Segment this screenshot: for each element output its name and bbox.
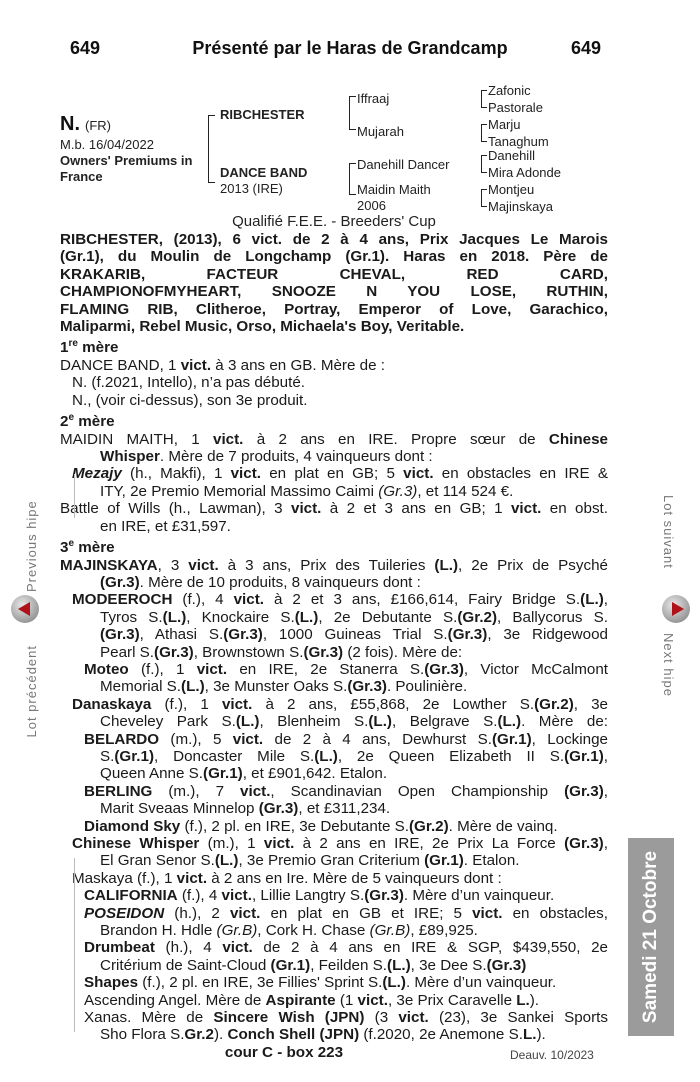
lot-number-left: 649: [70, 38, 101, 58]
section-title-1st-dam: 1re mère: [60, 338, 119, 357]
dam-line: MAJINSKAYA, 3 vict. à 3 ans, Prix des Tuileries (L.), 2e Prix de Psyché: [60, 556, 608, 574]
produce-line: Marit Sveaas Minnelop (Gr.3), et £311,234.: [100, 800, 391, 818]
sire-line: RIBCHESTER, (2013), 6 vict. de 2 à 4 ans, Prix Jacques Le Marois: [60, 231, 608, 248]
produce-line: N. (f.2021, Intello), n’a pas débuté.: [72, 374, 306, 392]
lot-number-right: 649: [571, 38, 602, 58]
dam-line: (Gr.3). Mère de 10 produits, 8 vainqueurs dont :: [100, 573, 421, 591]
dam-line: Whisper. Mère de 7 produits, 4 vainqueurs dont :: [100, 448, 433, 465]
ancestor-3: Marju: [488, 117, 521, 132]
ancestor-5: Danehill: [488, 148, 535, 163]
produce-line: Xanas. Mère de Sincere Wish (JPN) (3 vict. (23), 3e Sankei Sports: [84, 1009, 608, 1027]
produce-line: Ascending Angel. Mère de Aspirante (1 vict., 3e Prix Caravelle L.).: [84, 991, 540, 1009]
produce-line: BELARDO (m.), 5 vict. de 2 à 4 ans, Dewhurst S.(Gr.1), Lockinge: [84, 730, 608, 748]
arrow-right-icon: [672, 602, 684, 616]
dam-line: MAIDIN MAITH, 1 vict. à 2 ans en IRE. Propre sœur de Chinese: [60, 430, 608, 448]
dam-info: 2013 (IRE): [220, 181, 283, 196]
catalogue-body: [60, 231, 608, 1061]
ancestor-4: Tanaghum: [488, 134, 549, 149]
produce-line: N., (voir ci-dessus), son 3e produit.: [72, 391, 308, 409]
owner-line-2: France: [60, 169, 103, 184]
section-title-2nd-dam: 2e mère: [60, 412, 115, 431]
produce-line: Pearl S.(Gr.3), Brownstown S.(Gr.3) (2 fois). Mère de:: [100, 643, 463, 661]
entry-rule: [74, 858, 75, 1032]
horse-name: N.: [60, 113, 80, 135]
produce-line: Cheveley Park S.(L.), Blenheim S.(L.), Belgrave S.(L.). Mère de:: [100, 713, 608, 731]
produce-line: Diamond Sky (f.), 2 pl. en IRE, 3e Debutante S.(Gr.2). Mère de vainq.: [84, 817, 558, 835]
next-lot-label-en[interactable]: Next hipe: [661, 633, 676, 697]
produce-line: CALIFORNIA (f.), 4 vict., Lillie Langtry S.(Gr.3). Mère d’un vainqueur.: [84, 887, 555, 905]
previous-lot-button[interactable]: [11, 595, 39, 623]
produce-line: Moteo (f.), 1 vict. en IRE, 2e Stanerra S.(Gr.3), Victor McCalmont: [84, 660, 608, 678]
stable-location: cour C - box 223: [224, 1043, 344, 1061]
produce-line: Battle of Wills (h., Lawman), 3 vict. à 2 et 3 ans en GB; 1 vict. en obst.: [60, 500, 608, 518]
sire-line: KRAKARIB, FACTEUR CHEVAL, RED CARD,: [60, 265, 608, 283]
produce-line: S.(Gr.1), Doncaster Mile S.(L.), 2e Queen Elizabeth II S.(Gr.1),: [100, 747, 609, 765]
bracket-parents: [208, 115, 215, 183]
ancestor-1: Zafonic: [488, 83, 531, 98]
produce-line: Sho Flora S.Gr.2). Conch Shell (JPN) (f.2020, 2e Anemone S.L.).: [100, 1026, 546, 1044]
bracket-dam: [349, 163, 356, 195]
granddam-dam: Maidin Maith: [357, 182, 431, 197]
dam-name: DANCE BAND: [220, 165, 308, 180]
produce-line: POSEIDON (h.), 2 vict. en plat en GB et IRE; 5 vict. en obstacles,: [84, 904, 608, 922]
dam-line: DANCE BAND, 1 vict. à 3 ans en GB. Mère de :: [60, 356, 385, 374]
grandsire-sire: Iffraaj: [357, 91, 390, 106]
produce-line: en IRE, et £31,597.: [100, 517, 231, 535]
produce-line: Mezajy (h., Makfi), 1 vict. en plat en GB; 5 vict. en obstacles en IRE &: [72, 465, 608, 483]
produce-line: Brandon H. Hdle (Gr.B), Cork H. Chase (Gr.B), £89,925.: [100, 922, 478, 940]
bracket-sire: [349, 96, 356, 130]
produce-line: Queen Anne S.(Gr.1), et £901,642. Etalon.: [100, 765, 388, 783]
bracket-g3: [481, 155, 487, 173]
produce-line: Drumbeat (h.), 4 vict. de 2 à 4 ans en IRE & SGP, $439,550, 2e: [84, 939, 608, 957]
sire-name: RIBCHESTER: [220, 107, 305, 122]
produce-line: Memorial S.(L.), 3e Munster Oaks S.(Gr.3). Poulinière.: [100, 678, 468, 696]
sire-line: (Gr.1), du Moulin de Longchamp (Gr.1). Haras en 2018. Père de: [60, 248, 608, 266]
ancestor-8: Majinskaya: [488, 199, 554, 214]
produce-line: (Gr.3), Athasi S.(Gr.3), 1000 Guineas Trial S.(Gr.3), 3e Ridgewood: [100, 626, 608, 644]
sire-line: FLAMING RIB, Clitheroe, Portray, Emperor of Love, Garachico,: [60, 300, 608, 318]
ancestor-7: Montjeu: [488, 182, 535, 197]
produce-line: BERLING (m.), 7 vict., Scandinavian Open Championship (Gr.3),: [84, 782, 609, 800]
grandsire-dam: Danehill Dancer: [357, 157, 450, 172]
produce-line: MODEEROCH (f.), 4 vict. à 2 et 3 ans, £166,614, Fairy Bridge S.(L.),: [72, 591, 608, 609]
produce-line: Danaskaya (f.), 1 vict. à 2 ans, £55,868, 2e Lowther S.(Gr.2), 3e: [72, 695, 608, 713]
previous-lot-label-fr[interactable]: Lot précédent: [24, 644, 39, 738]
ancestor-2: Pastorale: [488, 100, 543, 115]
previous-lot-label-en[interactable]: Previous hipe: [24, 500, 39, 592]
granddam-dam-year: 2006: [357, 198, 386, 213]
page-title: Présenté par le Haras de Grandcamp: [192, 38, 508, 58]
horse-country: (FR): [85, 118, 111, 133]
sire-line: CHAMPIONOFMYHEART, SNOOZE N YOU LOSE, RUTHIN,: [60, 283, 608, 301]
sire-paragraph: [60, 231, 608, 335]
next-lot-button[interactable]: [662, 595, 690, 623]
date-tab: [628, 838, 674, 1036]
produce-line: ITY, 2e Premio Memorial Massimo Caimi (Gr.3), et 114 524 €.: [100, 482, 514, 500]
sale-reference: Deauv. 10/2023: [510, 1048, 594, 1062]
entry-rule: [74, 474, 75, 518]
sire-line: Maliparmi, Rebel Music, Orso, Michaela's Boy, Veritable.: [60, 318, 465, 336]
section-title-3rd-dam: 3e mère: [60, 538, 115, 557]
arrow-left-icon: [18, 602, 30, 616]
bracket-g2: [481, 124, 487, 142]
bracket-g1: [481, 90, 487, 108]
produce-line: Tyros S.(L.), Knockaire S.(L.), 2e Debutante S.(Gr.2), Ballycorus S.: [100, 608, 608, 626]
date-label: Samedi 21 Octobre: [640, 850, 661, 1024]
granddam-sire: Mujarah: [357, 124, 404, 139]
ancestor-6: Mira Adonde: [488, 165, 561, 180]
next-lot-label-fr[interactable]: Lot suivant: [661, 495, 676, 569]
horse-sex-birth: M.b. 16/04/2022: [60, 137, 154, 152]
produce-line: Critérium de Saint-Cloud (Gr.1), Feilden S.(L.), 3e Dee S.(Gr.3): [100, 956, 527, 974]
produce-line: Chinese Whisper (m.), 1 vict. à 2 ans en IRE, 2e Prix La Force (Gr.3),: [72, 835, 608, 852]
owner-line-1: Owners' Premiums in: [60, 153, 193, 168]
produce-line: Shapes (f.), 2 pl. en IRE, 3e Fillies' Sprint S.(L.). Mère d’un vainqueur.: [84, 974, 557, 992]
produce-line: Maskaya (f.), 1 vict. à 2 ans en Ire. Mère de 5 vainqueurs dont :: [72, 869, 502, 887]
qualification: Qualifié F.E.E. - Breeders' Cup: [232, 213, 436, 230]
produce-line: El Gran Senor S.(L.), 3e Premio Gran Criterium (Gr.1). Etalon.: [100, 852, 520, 870]
bracket-g4: [481, 189, 487, 207]
